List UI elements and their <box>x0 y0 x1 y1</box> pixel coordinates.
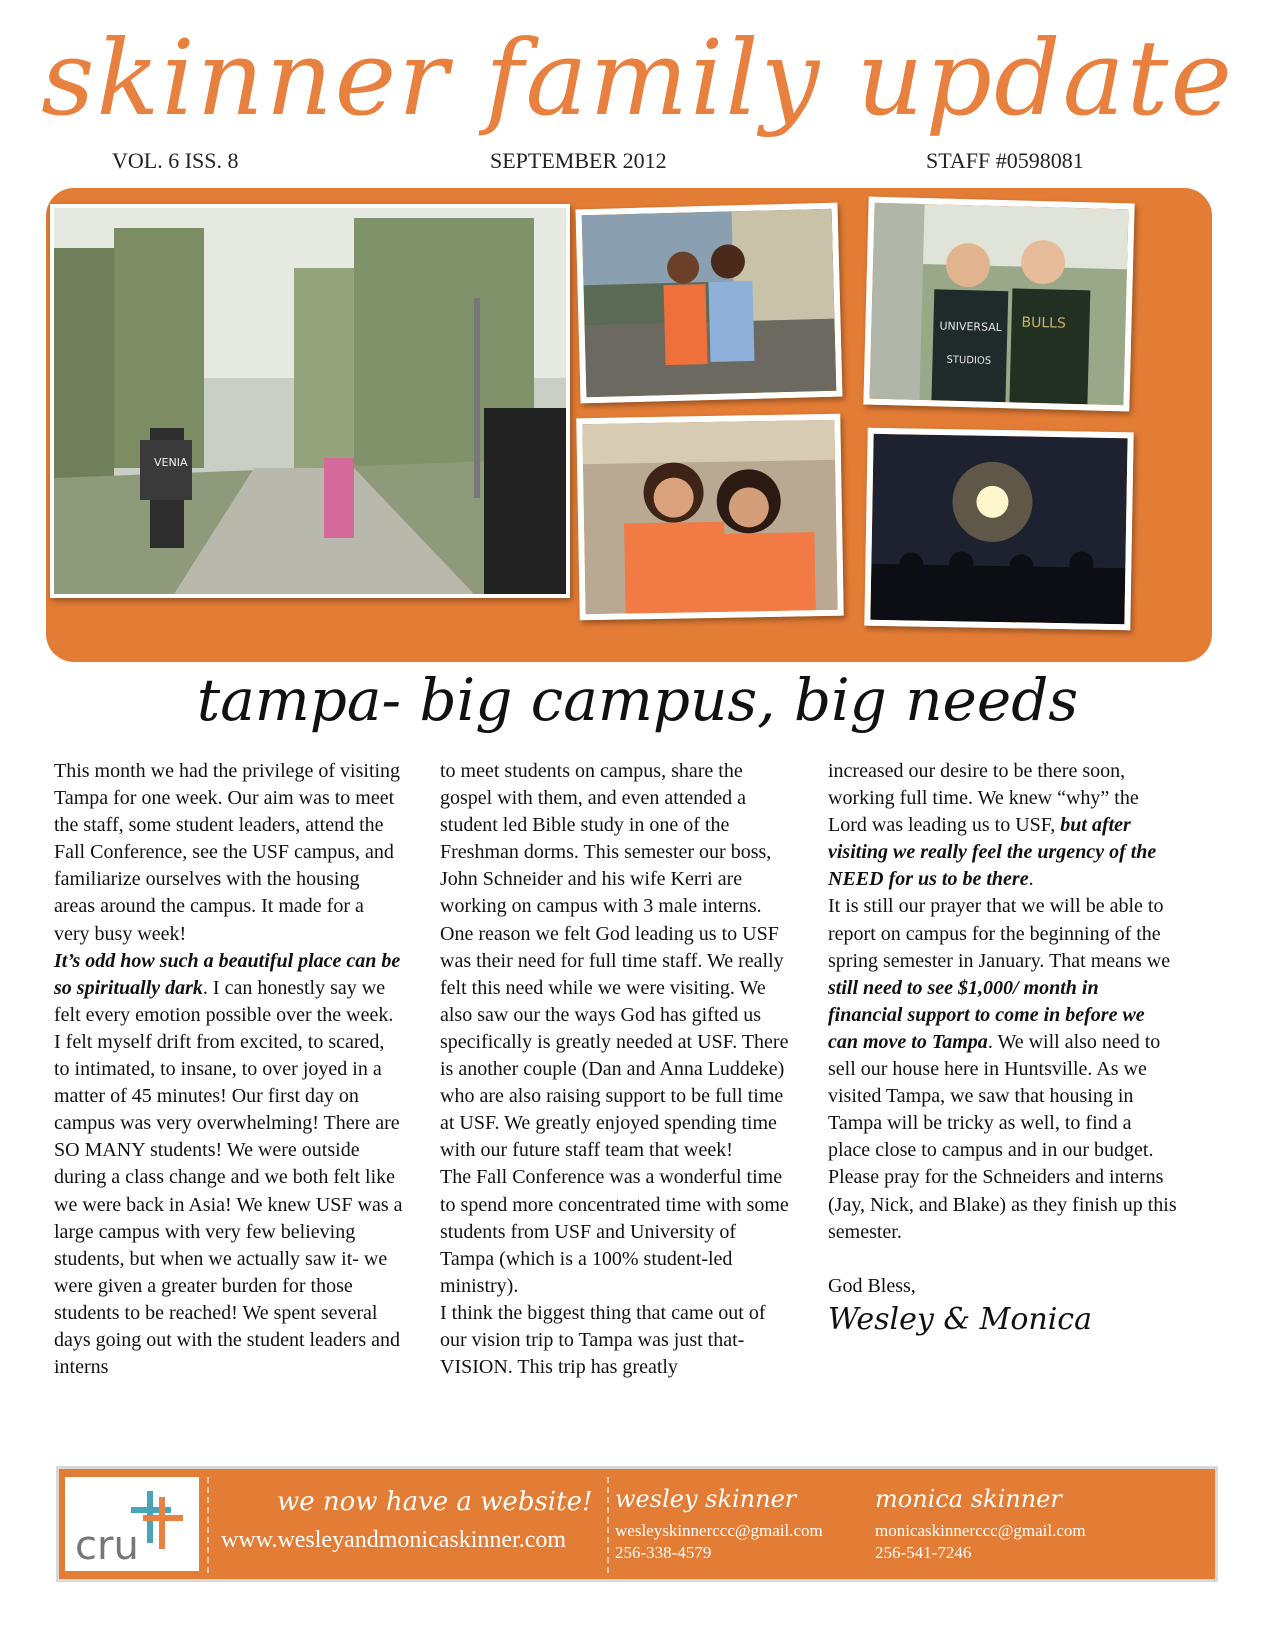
volume-issue: VOL. 6 ISS. 8 <box>112 148 239 173</box>
photo-campus-walkway <box>50 204 570 598</box>
divider <box>207 1477 209 1573</box>
issue-date: SEPTEMBER 2012 <box>490 148 667 173</box>
staff-number: STAFF #0598081 <box>926 148 1084 173</box>
shirt-text-venia: VENIA <box>154 456 188 469</box>
closing: God Bless, <box>828 1274 916 1297</box>
paragraph: Please pray for the Schneiders and interns (Jay, Nick, and Blake) as they finish up this semester. <box>828 1166 1177 1243</box>
photo-two-guys <box>863 197 1134 412</box>
signature: Wesley & Monica <box>828 1301 1092 1337</box>
newsletter-title: skinner family update <box>41 17 1234 139</box>
photo-girls-at-camp <box>576 414 843 621</box>
paragraph: This month we had the privilege of visiting Tampa for one week. Our aim was to meet the staff, some student leaders, attend the Fall Conference, see the USF campus, and familiarize ourselves with the housing areas around the campus. It made for a very busy week! <box>54 760 401 945</box>
article-column-1 <box>54 758 404 1381</box>
monica-email[interactable]: monicaskinnerccc@gmail.com <box>875 1521 1086 1540</box>
paragraph: to meet students on campus, share the gospel with them, and even attended a student led Bible study in one of the Freshman dorms. This semester our boss, John Schneider and his wife Kerri are working on campus with 3 male interns. One reason we felt God leading us to USF was their need for full time staff. We really felt this need while we were visiting. We also saw our the ways God has gifted us specifically is greatly needed at USF. There is another couple (Dan and Anna Luddeke) who are also raising support to be full time at USF. We greatly enjoyed spending time with our future staff team that week! <box>440 760 789 1162</box>
shirt-text-universal: UNIVERSAL <box>939 319 1003 335</box>
shirt-text-studios: STUDIOS <box>946 354 992 367</box>
paragraph: increased our desire to be there soon, working full time. We knew “why” the Lord was leading us to USF, but after visiting we really feel the urgency of the NEED for us to be there. <box>828 760 1157 891</box>
divider <box>607 1477 609 1573</box>
article-column-2 <box>440 758 790 1381</box>
wesley-email[interactable]: wesleyskinnerccc@gmail.com <box>615 1521 823 1540</box>
monica-name: monica skinner <box>875 1485 1062 1513</box>
website-link[interactable]: www.wesleyandmonicaskinner.com <box>221 1527 567 1553</box>
emphasized-text: It’s odd how such a beautiful place can be so spiritually dark <box>54 949 401 999</box>
cru-logo <box>65 1477 199 1571</box>
paragraph: It’s odd how such a beautiful place can be so spiritually dark. I can honestly say we felt every emotion possible over the week. I felt myself drift from excited, to scared, to intimated, to insane, to over joyed in a matter of 45 minutes! Our first day on campus was very overwhelming! There are SO MANY students! We were outside during a class change and we both felt like we were back in Asia! We knew USF was a large campus with very few believing students, but when we actually saw it- we were given a greater burden for those students to be reached! We spent several days going out with the student leaders and interns <box>54 949 403 1379</box>
cru-logo-text: cru <box>75 1523 139 1569</box>
paragraph: I think the biggest thing that came out of our vision trip to Tampa was just that- VISION. This trip has greatly <box>440 1301 766 1379</box>
monica-phone: 256-541-7246 <box>875 1543 972 1562</box>
photo-collage-frame <box>46 188 1212 662</box>
paragraph: It is still our prayer that we will be able to report on campus for the beginning of the spring semester in January. That means we still need to see $1,000/ month in financial support to come in before we can move to Tampa. We will also need to sell our house here in Huntsville. As we visited Tampa, we saw that housing in Tampa will be tricky as well, to find a place close to campus and in our budget. <box>828 895 1171 1162</box>
photo-two-girls-orange-shirts <box>576 203 843 404</box>
emphasized-text: still need to see $1,000/ month in financial support to come in before we can move to Tampa <box>828 976 1145 1053</box>
emphasized-text: but after visiting we really feel the urgency of the NEED for us to be there <box>828 814 1157 891</box>
website-announcement: we now have a website! <box>277 1487 593 1517</box>
wesley-name: wesley skinner <box>615 1485 797 1513</box>
footer-banner <box>56 1466 1218 1582</box>
article-column-3 <box>828 758 1178 1337</box>
shirt-text-bulls: BULLS <box>1021 314 1067 332</box>
article-headline: tampa- big campus, big needs <box>196 666 1079 734</box>
photo-worship-concert <box>864 428 1133 631</box>
wesley-phone: 256-338-4579 <box>615 1543 712 1562</box>
paragraph: The Fall Conference was a wonderful time to spend more concentrated time with some students from USF and University of Tampa (which is a 100% student-led ministry). <box>440 1166 789 1297</box>
